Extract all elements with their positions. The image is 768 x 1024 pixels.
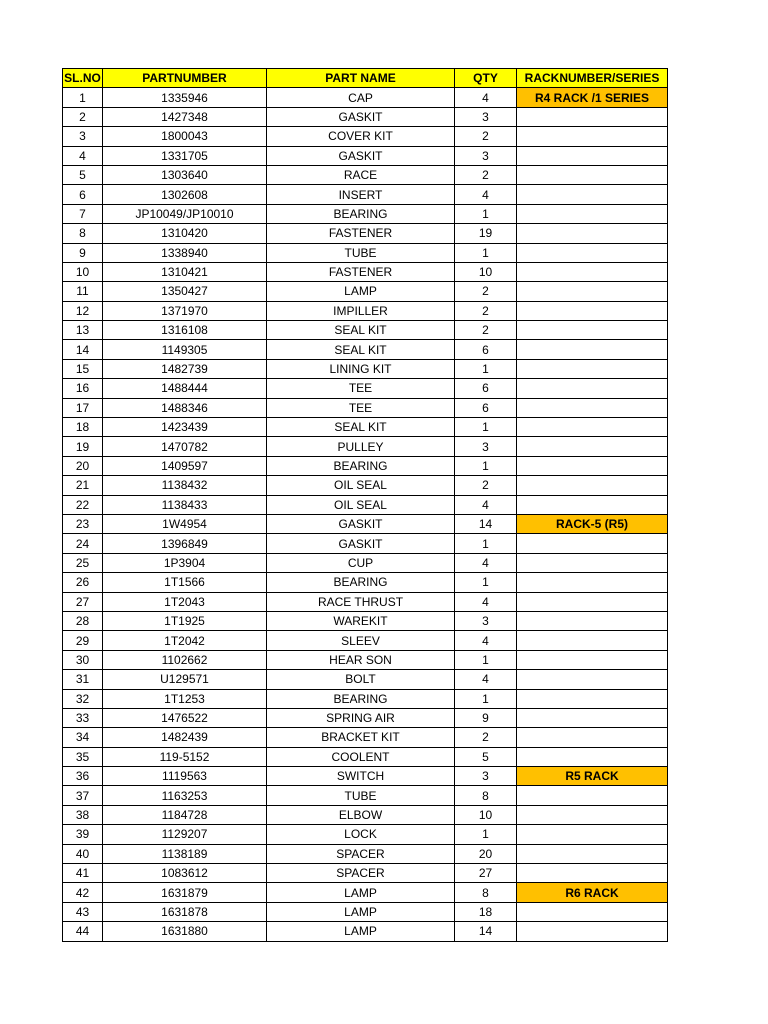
part-number-cell: 1T2042 — [103, 631, 267, 650]
table-row — [63, 767, 668, 786]
sl-no-cell: 42 — [63, 883, 103, 902]
sl-no-cell: 44 — [63, 922, 103, 941]
qty-cell: 4 — [455, 553, 517, 572]
header-rack-series: RACKNUMBER/SERIES — [517, 69, 668, 88]
rack-series-cell — [517, 631, 668, 650]
sl-no-cell: 33 — [63, 708, 103, 727]
sl-no-cell: 41 — [63, 864, 103, 883]
part-number-cell: 1T1253 — [103, 689, 267, 708]
table-row — [63, 864, 668, 883]
part-number-cell: 1338940 — [103, 243, 267, 262]
qty-cell: 1 — [455, 650, 517, 669]
header-part-name: PART NAME — [267, 69, 455, 88]
sl-no-cell: 8 — [63, 224, 103, 243]
sl-no-cell: 3 — [63, 127, 103, 146]
rack-series-cell — [517, 321, 668, 340]
rack-series-cell: R4 RACK /1 SERIES — [517, 88, 668, 107]
qty-cell: 6 — [455, 379, 517, 398]
rack-series-cell — [517, 282, 668, 301]
sl-no-cell: 14 — [63, 340, 103, 359]
sl-no-cell: 37 — [63, 786, 103, 805]
part-name-cell: BEARING — [267, 689, 455, 708]
table-row — [63, 262, 668, 281]
part-number-cell: JP10049/JP10010 — [103, 204, 267, 223]
rack-series-cell — [517, 902, 668, 921]
sl-no-cell: 28 — [63, 611, 103, 630]
rack-series-cell — [517, 864, 668, 883]
part-name-cell: LAMP — [267, 922, 455, 941]
part-name-cell: HEAR SON — [267, 650, 455, 669]
rack-series-cell — [517, 805, 668, 824]
rack-series-cell — [517, 825, 668, 844]
sl-no-cell: 27 — [63, 592, 103, 611]
table-row — [63, 844, 668, 863]
table-row — [63, 282, 668, 301]
part-name-cell: LAMP — [267, 883, 455, 902]
qty-cell: 20 — [455, 844, 517, 863]
part-number-cell: 1488444 — [103, 379, 267, 398]
table-row — [63, 553, 668, 572]
rack-series-cell — [517, 728, 668, 747]
part-name-cell: BEARING — [267, 204, 455, 223]
rack-series-cell — [517, 553, 668, 572]
part-name-cell: SPRING AIR — [267, 708, 455, 727]
qty-cell: 5 — [455, 747, 517, 766]
table-row — [63, 631, 668, 650]
qty-cell: 14 — [455, 922, 517, 941]
rack-series-cell — [517, 204, 668, 223]
part-name-cell: SEAL KIT — [267, 321, 455, 340]
part-number-cell: 1T1566 — [103, 573, 267, 592]
rack-series-cell — [517, 611, 668, 630]
table-row — [63, 146, 668, 165]
part-number-cell: 119-5152 — [103, 747, 267, 766]
part-number-cell: 1149305 — [103, 340, 267, 359]
sl-no-cell: 15 — [63, 359, 103, 378]
qty-cell: 1 — [455, 573, 517, 592]
qty-cell: 1 — [455, 456, 517, 475]
table-row — [63, 476, 668, 495]
part-number-cell: 1350427 — [103, 282, 267, 301]
rack-series-cell — [517, 922, 668, 941]
part-name-cell: FASTENER — [267, 262, 455, 281]
part-number-cell: 1P3904 — [103, 553, 267, 572]
part-name-cell: RACE THRUST — [267, 592, 455, 611]
part-number-cell: 1371970 — [103, 301, 267, 320]
part-name-cell: GASKIT — [267, 534, 455, 553]
rack-series-cell — [517, 786, 668, 805]
rack-series-cell — [517, 359, 668, 378]
table-row — [63, 573, 668, 592]
qty-cell: 1 — [455, 689, 517, 708]
part-number-cell: 1138433 — [103, 495, 267, 514]
rack-series-cell — [517, 398, 668, 417]
qty-cell: 2 — [455, 301, 517, 320]
part-name-cell: COVER KIT — [267, 127, 455, 146]
qty-cell: 9 — [455, 708, 517, 727]
part-number-cell: 1303640 — [103, 165, 267, 184]
table-row — [63, 185, 668, 204]
part-name-cell: RACE — [267, 165, 455, 184]
sl-no-cell: 20 — [63, 456, 103, 475]
table-header-row — [63, 69, 668, 88]
table-body — [63, 88, 668, 941]
part-number-cell: 1310421 — [103, 262, 267, 281]
rack-series-cell — [517, 689, 668, 708]
table-row — [63, 340, 668, 359]
rack-series-cell: R5 RACK — [517, 767, 668, 786]
part-name-cell: TEE — [267, 379, 455, 398]
part-number-cell: 1423439 — [103, 418, 267, 437]
part-name-cell: ELBOW — [267, 805, 455, 824]
qty-cell: 8 — [455, 786, 517, 805]
part-name-cell: SPACER — [267, 844, 455, 863]
table-row — [63, 728, 668, 747]
part-number-cell: 1631878 — [103, 902, 267, 921]
table-row — [63, 321, 668, 340]
rack-series-cell — [517, 262, 668, 281]
table-row — [63, 670, 668, 689]
rack-series-cell — [517, 592, 668, 611]
part-number-cell: U129571 — [103, 670, 267, 689]
part-name-cell: LAMP — [267, 282, 455, 301]
part-number-cell: 1T1925 — [103, 611, 267, 630]
rack-series-cell — [517, 243, 668, 262]
rack-series-cell — [517, 340, 668, 359]
sl-no-cell: 7 — [63, 204, 103, 223]
table-row — [63, 456, 668, 475]
rack-series-cell — [517, 165, 668, 184]
table-row — [63, 379, 668, 398]
sl-no-cell: 35 — [63, 747, 103, 766]
qty-cell: 19 — [455, 224, 517, 243]
part-name-cell: CAP — [267, 88, 455, 107]
table-row — [63, 592, 668, 611]
qty-cell: 3 — [455, 437, 517, 456]
part-number-cell: 1163253 — [103, 786, 267, 805]
part-number-cell: 1482739 — [103, 359, 267, 378]
part-number-cell: 1396849 — [103, 534, 267, 553]
part-name-cell: SLEEV — [267, 631, 455, 650]
table-row — [63, 825, 668, 844]
rack-series-cell — [517, 185, 668, 204]
header-part-number: PARTNUMBER — [103, 69, 267, 88]
part-number-cell: 1316108 — [103, 321, 267, 340]
sl-no-cell: 6 — [63, 185, 103, 204]
part-number-cell: 1083612 — [103, 864, 267, 883]
sl-no-cell: 24 — [63, 534, 103, 553]
qty-cell: 2 — [455, 728, 517, 747]
sl-no-cell: 26 — [63, 573, 103, 592]
table-row — [63, 359, 668, 378]
table-row — [63, 786, 668, 805]
part-name-cell: CUP — [267, 553, 455, 572]
table-row — [63, 398, 668, 417]
part-name-cell: TUBE — [267, 786, 455, 805]
qty-cell: 4 — [455, 185, 517, 204]
part-name-cell: TEE — [267, 398, 455, 417]
rack-series-cell — [517, 844, 668, 863]
part-number-cell: 1331705 — [103, 146, 267, 165]
part-number-cell: 1476522 — [103, 708, 267, 727]
qty-cell: 27 — [455, 864, 517, 883]
rack-series-cell: RACK-5 (R5) — [517, 514, 668, 533]
sl-no-cell: 12 — [63, 301, 103, 320]
part-number-cell: 1488346 — [103, 398, 267, 417]
sl-no-cell: 40 — [63, 844, 103, 863]
rack-series-cell — [517, 650, 668, 669]
header-sl-no: SL.NO — [63, 69, 103, 88]
part-name-cell: LAMP — [267, 902, 455, 921]
qty-cell: 2 — [455, 282, 517, 301]
part-number-cell: 1631879 — [103, 883, 267, 902]
qty-cell: 4 — [455, 88, 517, 107]
part-name-cell: OIL SEAL — [267, 495, 455, 514]
rack-series-cell — [517, 476, 668, 495]
table-row — [63, 88, 668, 107]
qty-cell: 3 — [455, 107, 517, 126]
part-number-cell: 1482439 — [103, 728, 267, 747]
qty-cell: 2 — [455, 321, 517, 340]
table-row — [63, 418, 668, 437]
part-name-cell: LINING KIT — [267, 359, 455, 378]
table-row — [63, 107, 668, 126]
qty-cell: 18 — [455, 902, 517, 921]
rack-series-cell — [517, 301, 668, 320]
table-row — [63, 708, 668, 727]
part-number-cell: 1W4954 — [103, 514, 267, 533]
part-number-cell: 1310420 — [103, 224, 267, 243]
table-row — [63, 437, 668, 456]
qty-cell: 1 — [455, 359, 517, 378]
part-number-cell: 1138432 — [103, 476, 267, 495]
qty-cell: 8 — [455, 883, 517, 902]
table-row — [63, 650, 668, 669]
part-name-cell: SEAL KIT — [267, 418, 455, 437]
sl-no-cell: 4 — [63, 146, 103, 165]
sl-no-cell: 9 — [63, 243, 103, 262]
part-number-cell: 1800043 — [103, 127, 267, 146]
rack-series-cell: R6 RACK — [517, 883, 668, 902]
sl-no-cell: 25 — [63, 553, 103, 572]
sl-no-cell: 2 — [63, 107, 103, 126]
rack-series-cell — [517, 224, 668, 243]
part-name-cell: SPACER — [267, 864, 455, 883]
part-name-cell: BEARING — [267, 456, 455, 475]
qty-cell: 1 — [455, 534, 517, 553]
table-row — [63, 922, 668, 941]
sl-no-cell: 16 — [63, 379, 103, 398]
qty-cell: 3 — [455, 146, 517, 165]
qty-cell: 1 — [455, 825, 517, 844]
sl-no-cell: 11 — [63, 282, 103, 301]
sl-no-cell: 39 — [63, 825, 103, 844]
sl-no-cell: 32 — [63, 689, 103, 708]
sl-no-cell: 30 — [63, 650, 103, 669]
part-name-cell: GASKIT — [267, 514, 455, 533]
rack-series-cell — [517, 708, 668, 727]
table-row — [63, 243, 668, 262]
qty-cell: 2 — [455, 165, 517, 184]
rack-series-cell — [517, 437, 668, 456]
part-name-cell: BEARING — [267, 573, 455, 592]
qty-cell: 1 — [455, 204, 517, 223]
rack-series-cell — [517, 418, 668, 437]
part-name-cell: FASTENER — [267, 224, 455, 243]
part-number-cell: 1138189 — [103, 844, 267, 863]
sl-no-cell: 18 — [63, 418, 103, 437]
sl-no-cell: 23 — [63, 514, 103, 533]
part-number-cell: 1184728 — [103, 805, 267, 824]
rack-series-cell — [517, 456, 668, 475]
part-number-cell: 1470782 — [103, 437, 267, 456]
part-number-cell: 1129207 — [103, 825, 267, 844]
table-row — [63, 534, 668, 553]
part-name-cell: BRACKET KIT — [267, 728, 455, 747]
rack-series-cell — [517, 670, 668, 689]
part-name-cell: INSERT — [267, 185, 455, 204]
qty-cell: 2 — [455, 127, 517, 146]
qty-cell: 2 — [455, 476, 517, 495]
qty-cell: 4 — [455, 495, 517, 514]
table-row — [63, 689, 668, 708]
sl-no-cell: 10 — [63, 262, 103, 281]
part-name-cell: WAREKIT — [267, 611, 455, 630]
rack-series-cell — [517, 127, 668, 146]
sl-no-cell: 43 — [63, 902, 103, 921]
part-number-cell: 1T2043 — [103, 592, 267, 611]
part-name-cell: SWITCH — [267, 767, 455, 786]
sl-no-cell: 22 — [63, 495, 103, 514]
sl-no-cell: 36 — [63, 767, 103, 786]
qty-cell: 3 — [455, 611, 517, 630]
table-row — [63, 301, 668, 320]
rack-series-cell — [517, 534, 668, 553]
rack-series-cell — [517, 107, 668, 126]
part-number-cell: 1119563 — [103, 767, 267, 786]
part-number-cell: 1409597 — [103, 456, 267, 475]
table-row — [63, 127, 668, 146]
qty-cell: 6 — [455, 340, 517, 359]
part-name-cell: BOLT — [267, 670, 455, 689]
table-row — [63, 165, 668, 184]
sl-no-cell: 19 — [63, 437, 103, 456]
rack-series-cell — [517, 573, 668, 592]
rack-series-cell — [517, 379, 668, 398]
qty-cell: 14 — [455, 514, 517, 533]
sl-no-cell: 34 — [63, 728, 103, 747]
table-row — [63, 204, 668, 223]
part-number-cell: 1427348 — [103, 107, 267, 126]
qty-cell: 10 — [455, 805, 517, 824]
part-name-cell: SEAL KIT — [267, 340, 455, 359]
sl-no-cell: 5 — [63, 165, 103, 184]
header-qty: QTY — [455, 69, 517, 88]
table-row — [63, 611, 668, 630]
qty-cell: 1 — [455, 418, 517, 437]
part-name-cell: GASKIT — [267, 146, 455, 165]
table-row — [63, 805, 668, 824]
part-number-cell: 1102662 — [103, 650, 267, 669]
part-name-cell: TUBE — [267, 243, 455, 262]
table-row — [63, 902, 668, 921]
part-name-cell: LOCK — [267, 825, 455, 844]
sl-no-cell: 1 — [63, 88, 103, 107]
rack-series-cell — [517, 146, 668, 165]
table-row — [63, 883, 668, 902]
parts-table — [62, 68, 668, 942]
qty-cell: 4 — [455, 592, 517, 611]
part-name-cell: PULLEY — [267, 437, 455, 456]
qty-cell: 3 — [455, 767, 517, 786]
qty-cell: 4 — [455, 670, 517, 689]
part-number-cell: 1302608 — [103, 185, 267, 204]
table-row — [63, 514, 668, 533]
table-row — [63, 747, 668, 766]
sl-no-cell: 38 — [63, 805, 103, 824]
part-name-cell: GASKIT — [267, 107, 455, 126]
sl-no-cell: 17 — [63, 398, 103, 417]
sl-no-cell: 21 — [63, 476, 103, 495]
rack-series-cell — [517, 495, 668, 514]
part-name-cell: COOLENT — [267, 747, 455, 766]
sl-no-cell: 13 — [63, 321, 103, 340]
sl-no-cell: 31 — [63, 670, 103, 689]
part-name-cell: IMPILLER — [267, 301, 455, 320]
qty-cell: 10 — [455, 262, 517, 281]
qty-cell: 4 — [455, 631, 517, 650]
part-number-cell: 1335946 — [103, 88, 267, 107]
table-row — [63, 495, 668, 514]
rack-series-cell — [517, 747, 668, 766]
part-name-cell: OIL SEAL — [267, 476, 455, 495]
qty-cell: 1 — [455, 243, 517, 262]
qty-cell: 6 — [455, 398, 517, 417]
part-number-cell: 1631880 — [103, 922, 267, 941]
sl-no-cell: 29 — [63, 631, 103, 650]
table-row — [63, 224, 668, 243]
